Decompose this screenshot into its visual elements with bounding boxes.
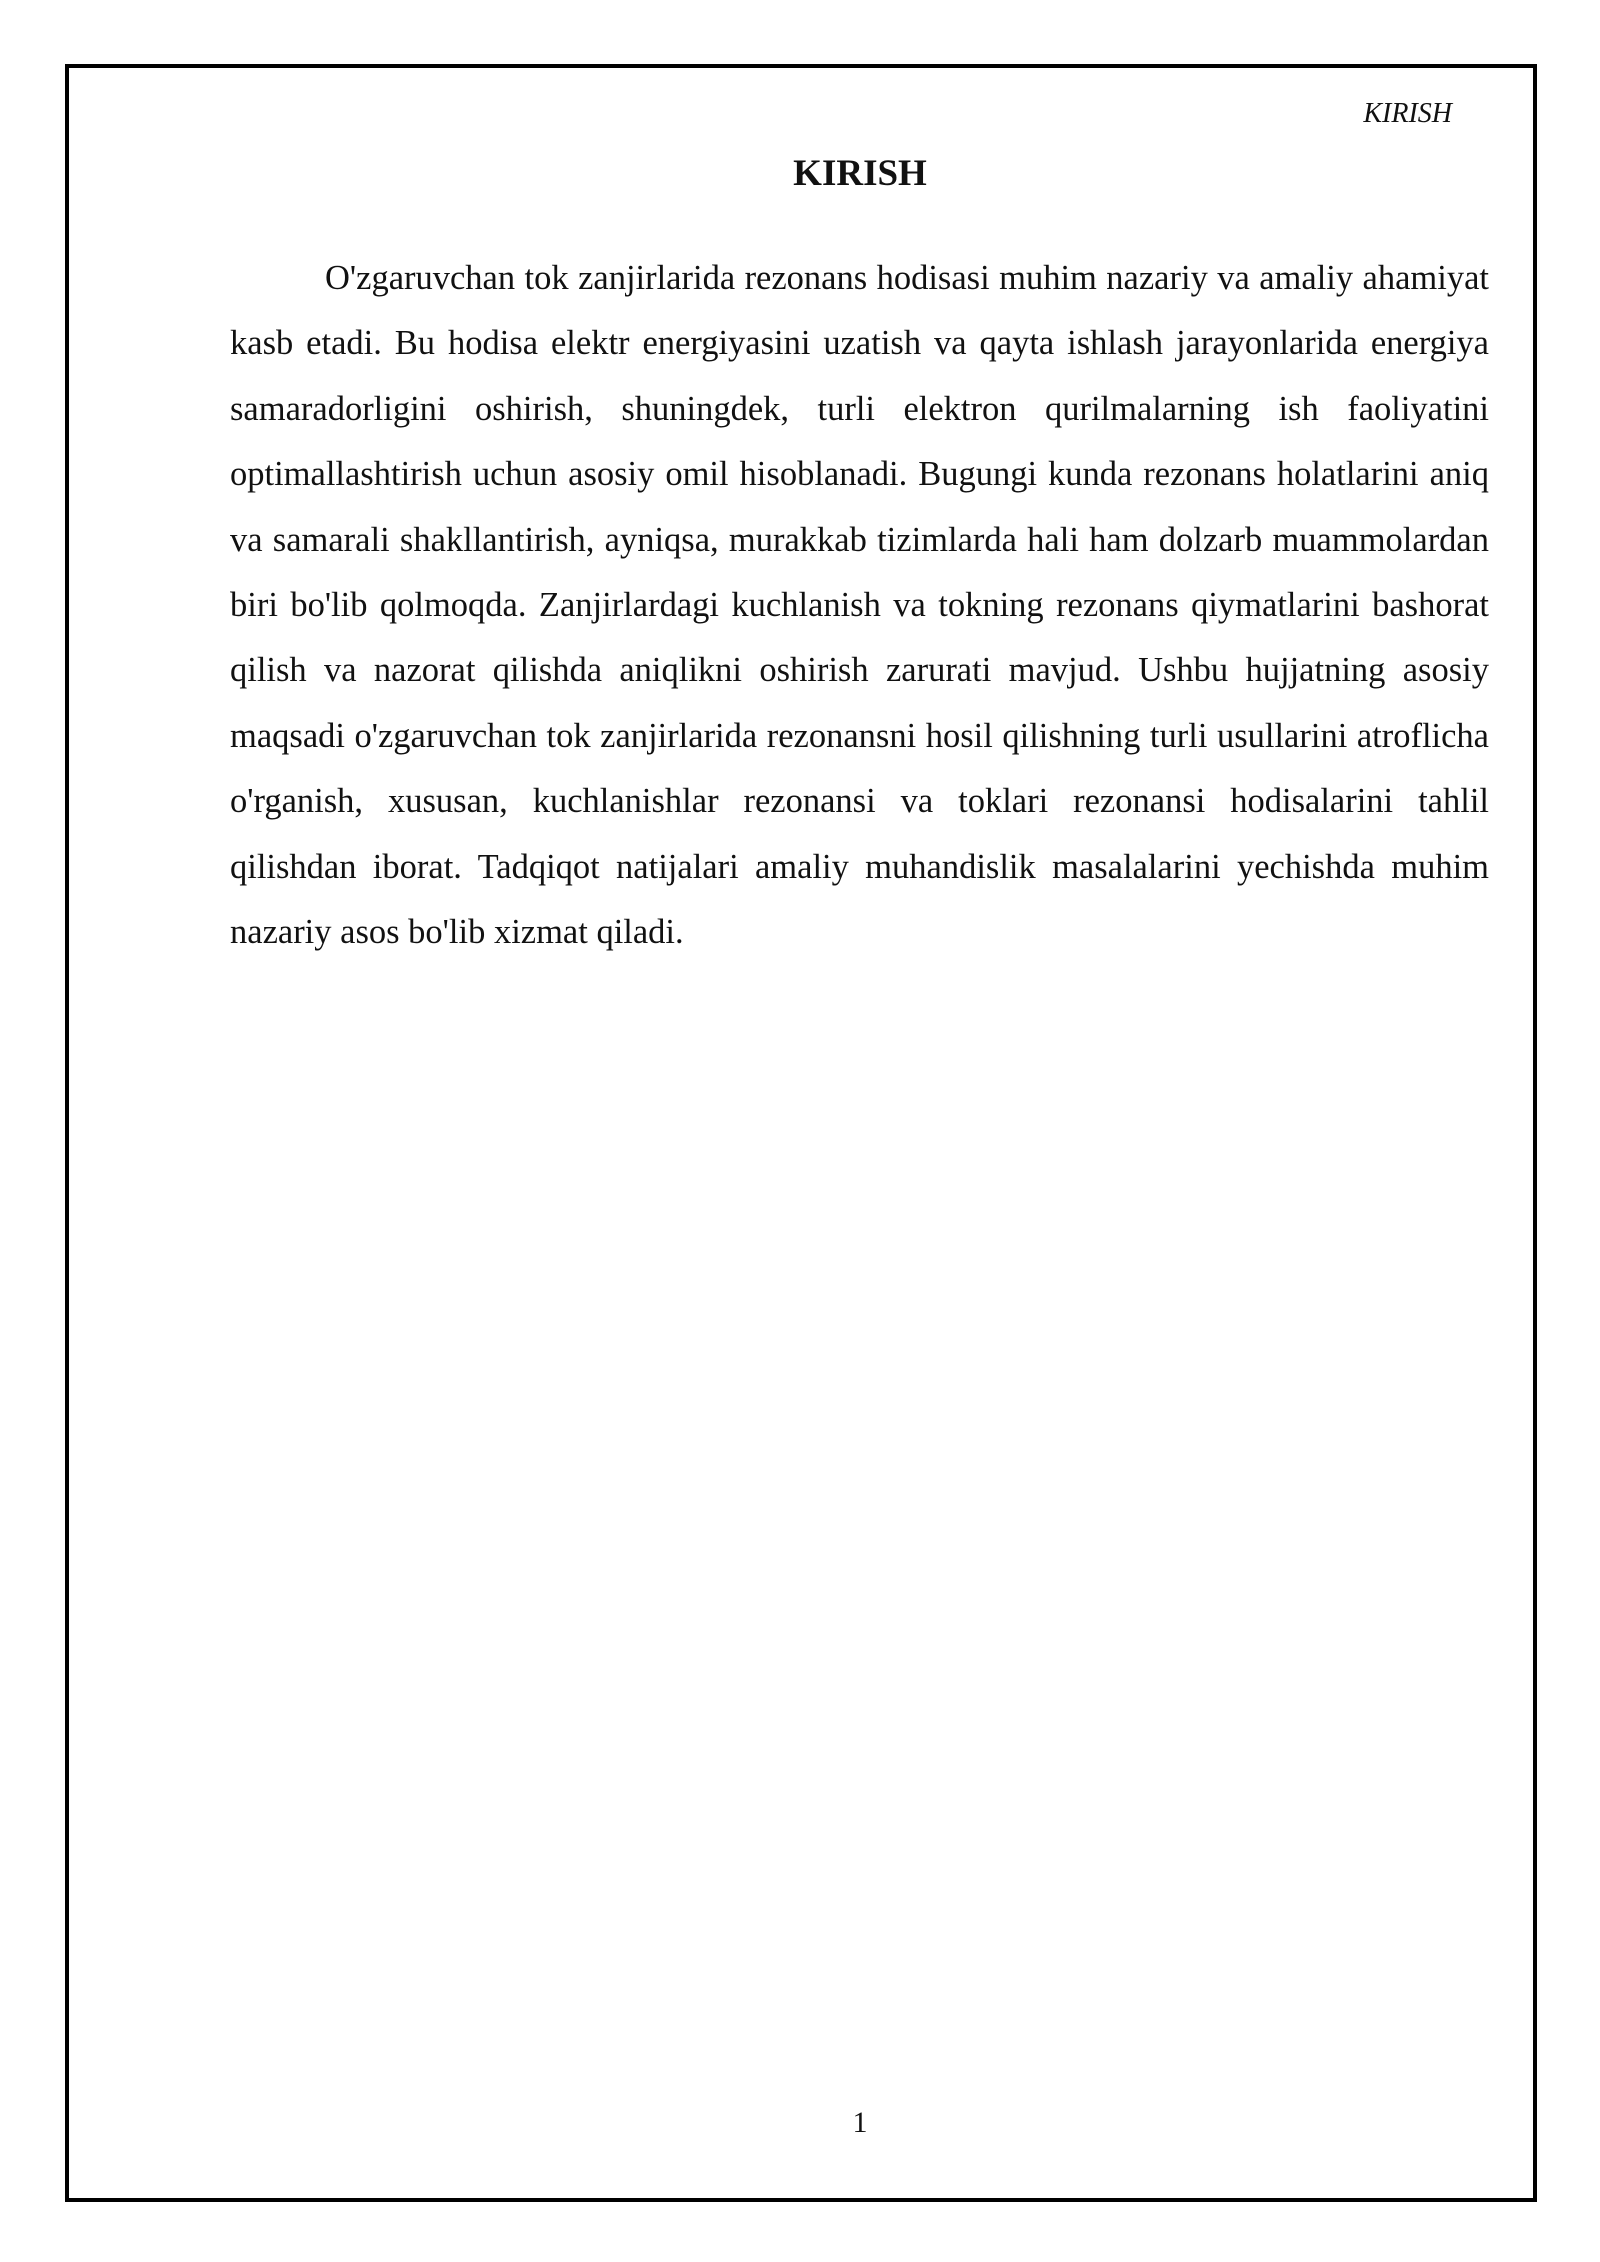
body-paragraph: O'zgaruvchan tok zanjirlarida rezonans hodisasi muhim nazariy va amaliy ahamiyat kasb etadi. Bu hodisa elektr energiyasini uzatish va qayta ishlash jarayonlarida energiya samaradorligini oshirish, shuningdek, turli elektron qurilmalarning ish faoliyatini optimallashtirish uchun asosiy omil hisoblanadi. Bugungi kunda rezonans holatlarini aniq va samarali shakllantirish, ayniqsa, murakkab tizimlarda hali ham dolzarb muammolardan biri bo'lib qolmoqda. Zanjirlardagi kuchlanish va tokning rezonans qiymatlarini bashorat qilish va nazorat qilishda aniqlikni oshirish zarurati mavjud. Ushbu hujjatning asosiy maqsadi o'zgaruvchan tok zanjirlarida rezonansni hosil qilishning turli usullarini atroflicha o'rganish, xususan, kuchlanishlar rezonansi va toklari rezonansi hodisalarini tahlil qilishdan iborat. Tadqiqot natijalari amaliy muhandislik masalalarini yechishda muhim nazariy asos bo'lib xizmat qiladi. — [230, 259, 1489, 952]
running-header: KIRISH — [1363, 98, 1452, 129]
page-number: 1 — [852, 2106, 868, 2139]
section-title: KIRISH — [793, 153, 927, 194]
